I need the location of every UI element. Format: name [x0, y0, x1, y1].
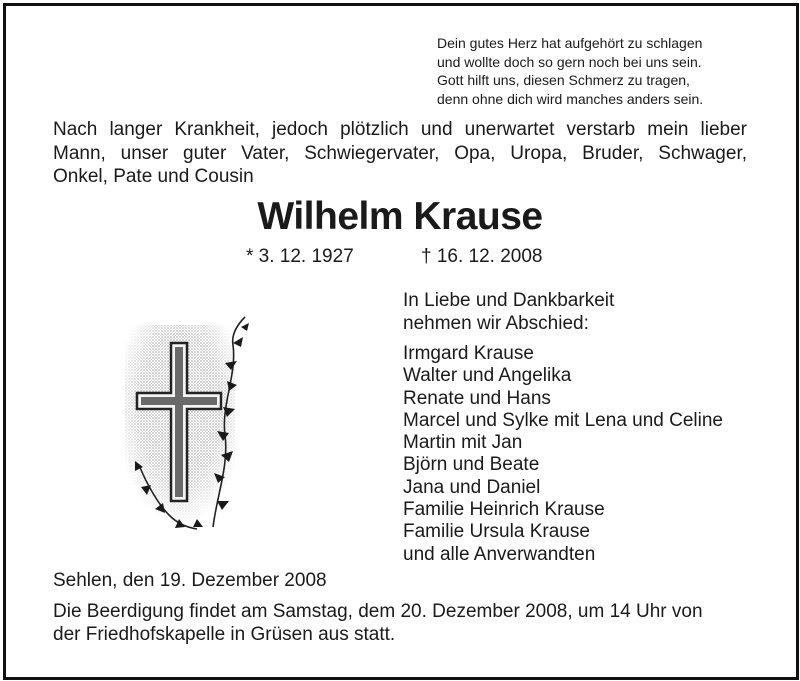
list-item: Martin mit Jan	[403, 432, 523, 454]
poem-line: Dein gutes Herz hat aufgehört zu schlagen	[437, 35, 703, 51]
farewell-line: In Liebe und Dankbarkeit	[403, 290, 615, 311]
poem	[437, 34, 703, 108]
list-item: Jana und Daniel	[403, 476, 541, 498]
list-item: Marcel und Sylke mit Lena und Celine	[403, 409, 724, 431]
farewell-line: nehmen wir Abschied:	[403, 312, 589, 334]
mourners-list	[403, 343, 723, 566]
birth-date: * 3. 12. 1927	[246, 246, 354, 267]
farewell-text	[403, 290, 614, 335]
funeral-info	[53, 600, 747, 646]
deceased-name: Wilhelm Krause	[257, 195, 543, 238]
intro-line: Nach langer Krankheit, jedoch plötzlich und unerwartet verstarb mein lieber	[53, 119, 747, 140]
poem-line: denn ohne dich wird manches anders sein.	[437, 90, 704, 107]
list-item: Björn und Beate	[403, 454, 540, 476]
list-item: Familie Heinrich Krause	[403, 499, 605, 521]
funeral-line: der Friedhofskapelle in Grüsen aus statt.	[53, 624, 396, 645]
intro-line: Onkel, Pate und Cousin	[53, 166, 254, 187]
intro-line: Mann, unser guter Vater, Schwiegervater, Opa, Uropa, Bruder, Schwager,	[53, 142, 747, 164]
list-item: Familie Ursula Krause	[403, 521, 590, 543]
poem-line: Gott hilft uns, diesen Schmerz zu tragen,	[437, 72, 690, 88]
list-item: und alle Anverwandten	[403, 543, 596, 565]
poem-line: und wollte doch so gern noch bei uns sein.	[437, 53, 702, 70]
place-date: Sehlen, den 19. Dezember 2008	[53, 570, 327, 591]
list-item: Irmgard Krause	[403, 343, 534, 364]
list-item: Walter und Angelika	[403, 365, 572, 387]
list-item: Renate und Hans	[403, 387, 551, 409]
cross-with-ivy-icon	[125, 315, 255, 545]
intro-text	[53, 118, 747, 189]
death-date: † 16. 12. 2008	[421, 246, 543, 267]
funeral-line: Die Beerdigung findet am Samstag, dem 20. Dezember 2008, um 14 Uhr von	[53, 601, 703, 622]
